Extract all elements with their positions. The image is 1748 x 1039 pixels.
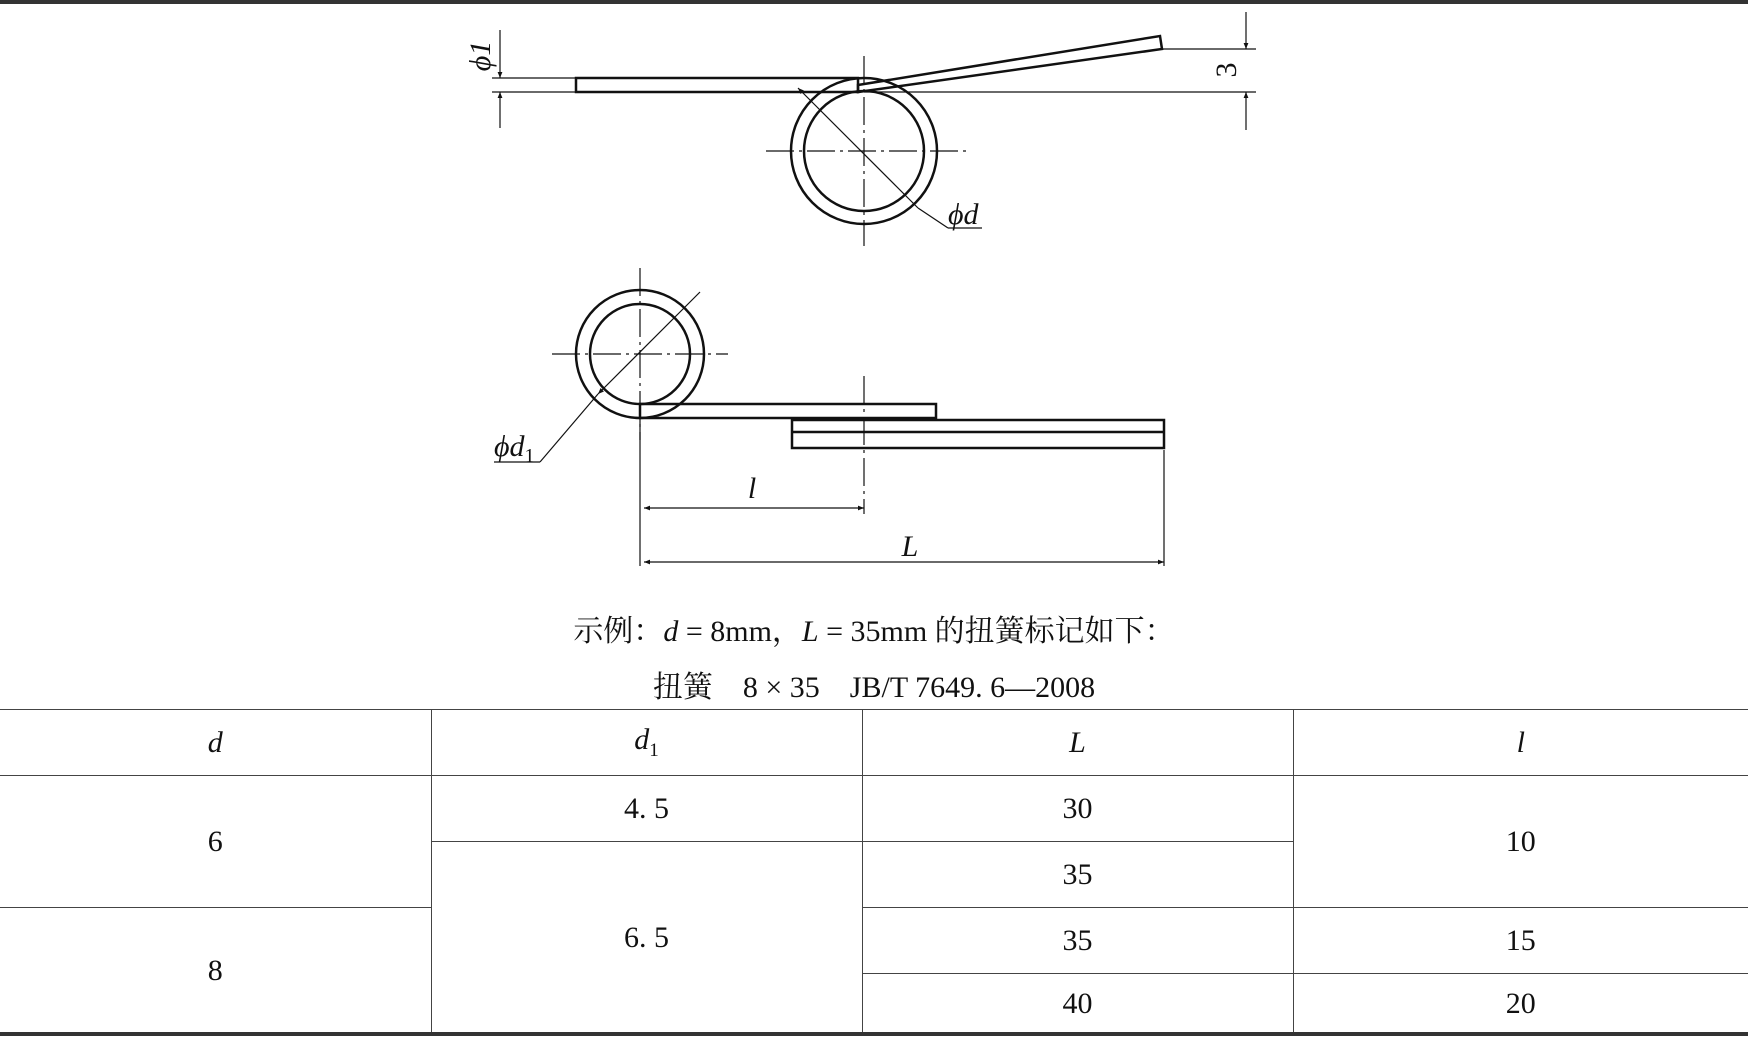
L-label: L — [901, 530, 919, 563]
table-row — [0, 908, 1748, 974]
lower-base-plate — [792, 420, 1164, 448]
upper-dimensions — [492, 12, 1256, 228]
cell-L-40: 40 — [862, 974, 1293, 1035]
bottom-rule — [0, 1032, 1748, 1036]
l-label: l — [747, 472, 757, 505]
upper-inclined-leg — [858, 36, 1162, 92]
cell-d1-4-5: 4. 5 — [431, 776, 862, 842]
cell-d-8: 8 — [0, 908, 431, 1035]
phi1-label: ϕ1 — [464, 40, 497, 72]
cell-l-10: 10 — [1293, 776, 1748, 908]
header-L: L — [862, 710, 1293, 776]
cell-l-20: 20 — [1293, 974, 1748, 1035]
cell-L-30: 30 — [862, 776, 1293, 842]
example-line-1: 示例：d = 8mm，L = 35mm 的扭簧标记如下： — [573, 615, 1175, 648]
cell-L-35-a: 35 — [862, 842, 1293, 908]
dim-3-label: 3 — [1210, 62, 1243, 78]
table-header-row — [0, 710, 1748, 776]
cell-d1-6-5: 6. 5 — [431, 842, 862, 1035]
cell-L-35-b: 35 — [862, 908, 1293, 974]
upper-flat-strip — [576, 78, 858, 92]
cell-l-15: 15 — [1293, 908, 1748, 974]
cell-d-6: 6 — [0, 776, 431, 908]
table-row — [0, 776, 1748, 842]
header-d1: $d_1$ — [431, 710, 862, 776]
lower-upper-strip — [640, 404, 936, 418]
phid1-label: $\phi d_1$ — [494, 430, 535, 467]
spec-table — [0, 709, 1748, 1035]
header-d: d — [0, 710, 431, 776]
phid-label: ϕd — [948, 198, 979, 231]
example-line-2: 扭簧 8 × 35 JB/T 7649. 6—2008 — [652, 671, 1096, 704]
upper-view — [576, 36, 1162, 224]
lower-view — [576, 290, 1164, 448]
header-l: l — [1293, 710, 1748, 776]
